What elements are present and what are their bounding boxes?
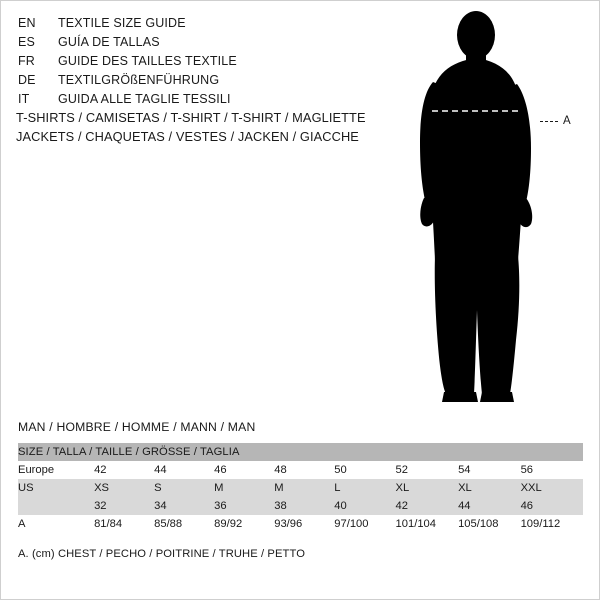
language-row-it bbox=[18, 92, 378, 111]
cell-usnum-5: 42 bbox=[395, 500, 408, 512]
language-code-fr: FR bbox=[18, 54, 35, 68]
cell-europe-6: 54 bbox=[458, 464, 471, 476]
cell-a-0: 81/84 bbox=[94, 518, 123, 530]
row-label-us: US bbox=[18, 482, 34, 494]
cell-a-5: 101/104 bbox=[395, 518, 436, 530]
language-text-de: TEXTILGRÖßENFÜHRUNG bbox=[58, 73, 220, 87]
table-header-label: SIZE / TALLA / TAILLE / GRÖSSE / TAGLIA bbox=[18, 446, 240, 458]
chest-measure-leader-line bbox=[540, 121, 558, 123]
cell-us-6: XL bbox=[458, 482, 472, 494]
cell-europe-2: 46 bbox=[214, 464, 227, 476]
cell-usnum-7: 46 bbox=[520, 500, 534, 512]
table-header-row bbox=[18, 443, 583, 461]
cell-a-7: 109/112 bbox=[520, 518, 561, 530]
cell-europe-7: 56 bbox=[520, 464, 534, 476]
cell-us-7: XXL bbox=[520, 482, 542, 494]
page-border-left bbox=[0, 0, 1, 600]
language-text-fr: GUIDE DES TAILLES TEXTILE bbox=[58, 54, 237, 68]
language-code-it: IT bbox=[18, 92, 30, 106]
row-label-us-numeric bbox=[18, 497, 94, 515]
measurement-footnote: A. (cm) CHEST / PECHO / POITRINE / TRUHE / PETTO bbox=[18, 548, 306, 560]
cell-europe-5: 52 bbox=[395, 464, 408, 476]
cell-us-4: L bbox=[334, 482, 341, 494]
row-label-europe: Europe bbox=[18, 464, 55, 476]
cell-usnum-1: 34 bbox=[154, 500, 167, 512]
cell-europe-3: 48 bbox=[274, 464, 287, 476]
cell-us-2: M bbox=[214, 482, 224, 494]
male-silhouette-icon bbox=[400, 10, 600, 410]
male-figure-illustration bbox=[400, 10, 600, 410]
language-row-fr bbox=[18, 54, 378, 73]
language-text-es: GUÍA DE TALLAS bbox=[58, 35, 160, 49]
cell-usnum-3: 38 bbox=[274, 500, 287, 512]
cell-usnum-0: 32 bbox=[94, 500, 107, 512]
cell-us-1: S bbox=[154, 482, 162, 494]
product-category-block bbox=[16, 110, 416, 148]
table-section-title: MAN / HOMBRE / HOMME / MANN / MAN bbox=[18, 420, 256, 434]
table-row bbox=[18, 497, 583, 515]
cell-usnum-4: 40 bbox=[334, 500, 347, 512]
cell-usnum-2: 36 bbox=[214, 500, 227, 512]
language-text-it: GUIDA ALLE TAGLIE TESSILI bbox=[58, 92, 231, 106]
cell-a-3: 93/96 bbox=[274, 518, 303, 530]
language-row-de bbox=[18, 73, 378, 92]
cell-usnum-6: 44 bbox=[458, 500, 471, 512]
cell-us-0: XS bbox=[94, 482, 110, 494]
cell-a-1: 85/88 bbox=[154, 518, 183, 530]
cell-europe-1: 44 bbox=[154, 464, 167, 476]
size-table bbox=[18, 443, 583, 533]
category-jackets: JACKETS / CHAQUETAS / VESTES / JACKEN / GIACCHE bbox=[16, 129, 359, 144]
table-row bbox=[18, 515, 583, 533]
page-border-top bbox=[0, 0, 600, 1]
chest-measure-label: A bbox=[563, 115, 571, 127]
cell-a-4: 97/100 bbox=[334, 518, 369, 530]
language-code-de: DE bbox=[18, 73, 36, 87]
cell-a-2: 89/92 bbox=[214, 518, 243, 530]
cell-europe-4: 50 bbox=[334, 464, 347, 476]
table-row bbox=[18, 479, 583, 497]
language-text-en: TEXTILE SIZE GUIDE bbox=[58, 16, 186, 30]
category-tshirts: T-SHIRTS / CAMISETAS / T-SHIRT / T-SHIRT / MAGLIETTE bbox=[16, 110, 366, 125]
cell-us-3: M bbox=[274, 482, 284, 494]
language-header-block bbox=[18, 16, 378, 111]
cell-europe-0: 42 bbox=[94, 464, 107, 476]
cell-us-5: XL bbox=[395, 482, 410, 494]
language-code-es: ES bbox=[18, 35, 35, 49]
language-row-es bbox=[18, 35, 378, 54]
language-row-en bbox=[18, 16, 378, 35]
row-label-a: A bbox=[18, 518, 26, 530]
language-code-en: EN bbox=[18, 16, 36, 30]
table-row bbox=[18, 461, 583, 479]
cell-a-6: 105/108 bbox=[458, 518, 499, 530]
